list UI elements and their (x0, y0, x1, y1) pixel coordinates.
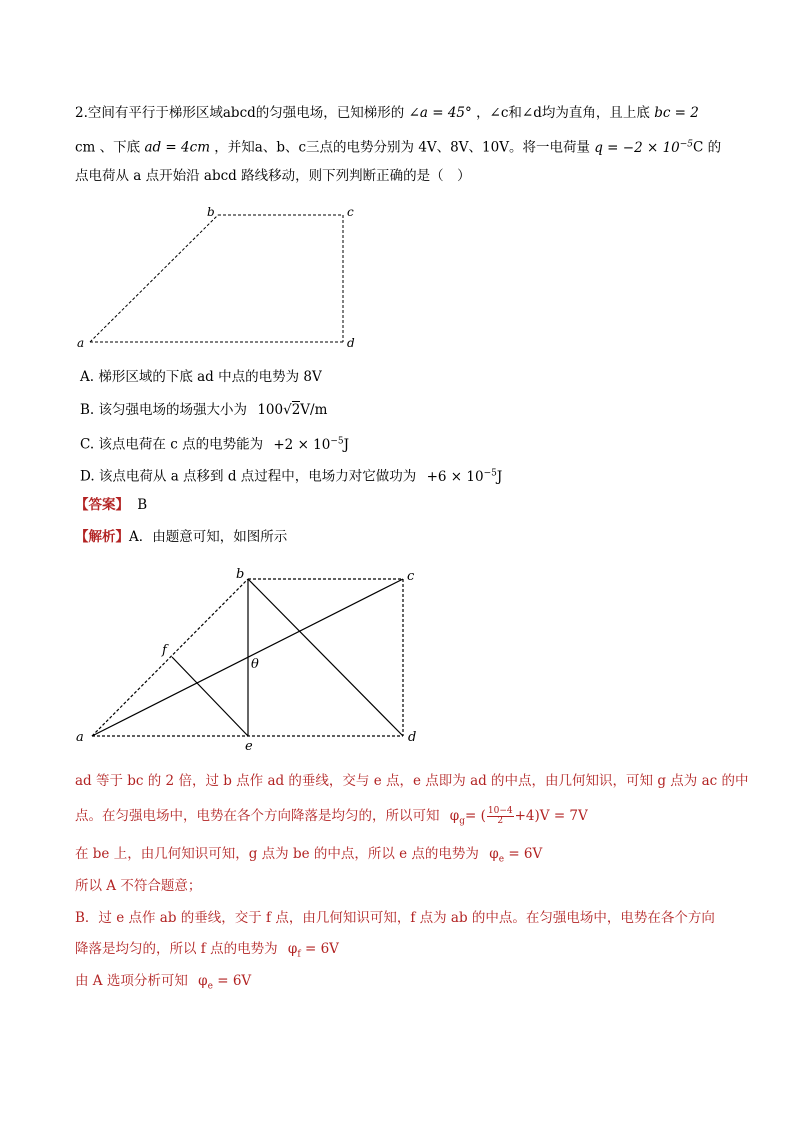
analysis-figure (70, 562, 430, 752)
label2-e: e (245, 739, 253, 752)
analysis-p7: 由 A 选项分析可知 $\varphi_e = 6V$ (75, 973, 252, 992)
question-line-1: 2.空间有平行于梯形区域abcd的匀强电场，已知梯形的 ∠a = 45° ，∠c和∠d均为直角，且上底 bc = 2 (75, 105, 699, 121)
analysis-p3: 在 be 上，由几何知识可知，g 点为 be 的中点，所以 e 点的电势为 $\varphi_e = 6V$ (75, 846, 543, 865)
answer-value: B (137, 497, 148, 513)
option-d: D. 该点电荷从 a 点移到 d 点过程中，电场力对它做功为 $+6 \times 10^{-5}J$ (80, 468, 503, 485)
option-c: C. 该点电荷在 c 点的电势能为 $+2 \times 10^{-5}J$ (80, 436, 350, 453)
question-line-3: 点电荷从 a 点开始沿 abcd 路线移动，则下列判断正确的是（ ） (75, 168, 471, 184)
question-line-2: cm 、下底 ad = 4cm ，并知a、b、c三点的电势分别为 4V、8V、10V。将一电荷量 $q = -2 \times 10^{-5}C$ 的 (75, 139, 722, 156)
answer-line (75, 496, 147, 514)
label-a: a (77, 336, 85, 350)
trapezoid-figure (70, 200, 370, 355)
solid-bd (248, 579, 403, 736)
label2-f: f (162, 643, 167, 658)
charge-expr: $q = -2 \times 10^{-5}$ (594, 139, 694, 156)
analysis-p4: 所以 A 不符合题意； (75, 878, 202, 894)
analysis-p5: B．过 e 点作 ab 的垂线，交于 f 点，由几何知识可知，f 点为 ab 的中点。在匀强电场中，电势在各个方向 (75, 910, 715, 926)
option-a: A. 梯形区域的下底 ad 中点的电势为 8V (80, 369, 322, 385)
analysis-intro-line: 【解析】A．由题意可知，如图所示 (75, 529, 288, 545)
analysis-key: 【解析】 (75, 529, 129, 545)
analysis-p6: 降落是均匀的，所以 f 点的电势为 $\varphi_f = 6V$ (75, 941, 339, 960)
label-b: b (207, 205, 215, 219)
answer-key: 【答案】 (75, 497, 129, 513)
solid-fe (172, 657, 248, 736)
label2-theta: θ (251, 657, 259, 672)
label2-a: a (76, 730, 84, 745)
label-c: c (347, 205, 354, 219)
label2-b: b (236, 567, 245, 582)
analysis-p1: ad 等于 bc 的 2 倍，过 b 点作 ad 的垂线，交与 e 点，e 点即为 ad 的中点，由几何知识，可知 g 点为 ac 的中 (75, 773, 749, 789)
analysis-p2: 点。在匀强电场中，电势在各个方向降落是均匀的，所以可知 $\varphi_g=$ ( $\frac{10-4}{2}$ +4)V = 7V (75, 806, 588, 827)
label2-c: c (407, 569, 415, 584)
label2-d: d (408, 730, 417, 745)
option-b: B. 该匀强电场的场强大小为 100√2V/m (80, 402, 328, 418)
ad-expr: ad = 4cm (144, 139, 210, 156)
label-d: d (347, 336, 355, 350)
bc-expr: bc = 2 (654, 105, 699, 121)
edge-ab (90, 215, 218, 342)
angle-a-expr: ∠a = 45° (408, 105, 472, 121)
